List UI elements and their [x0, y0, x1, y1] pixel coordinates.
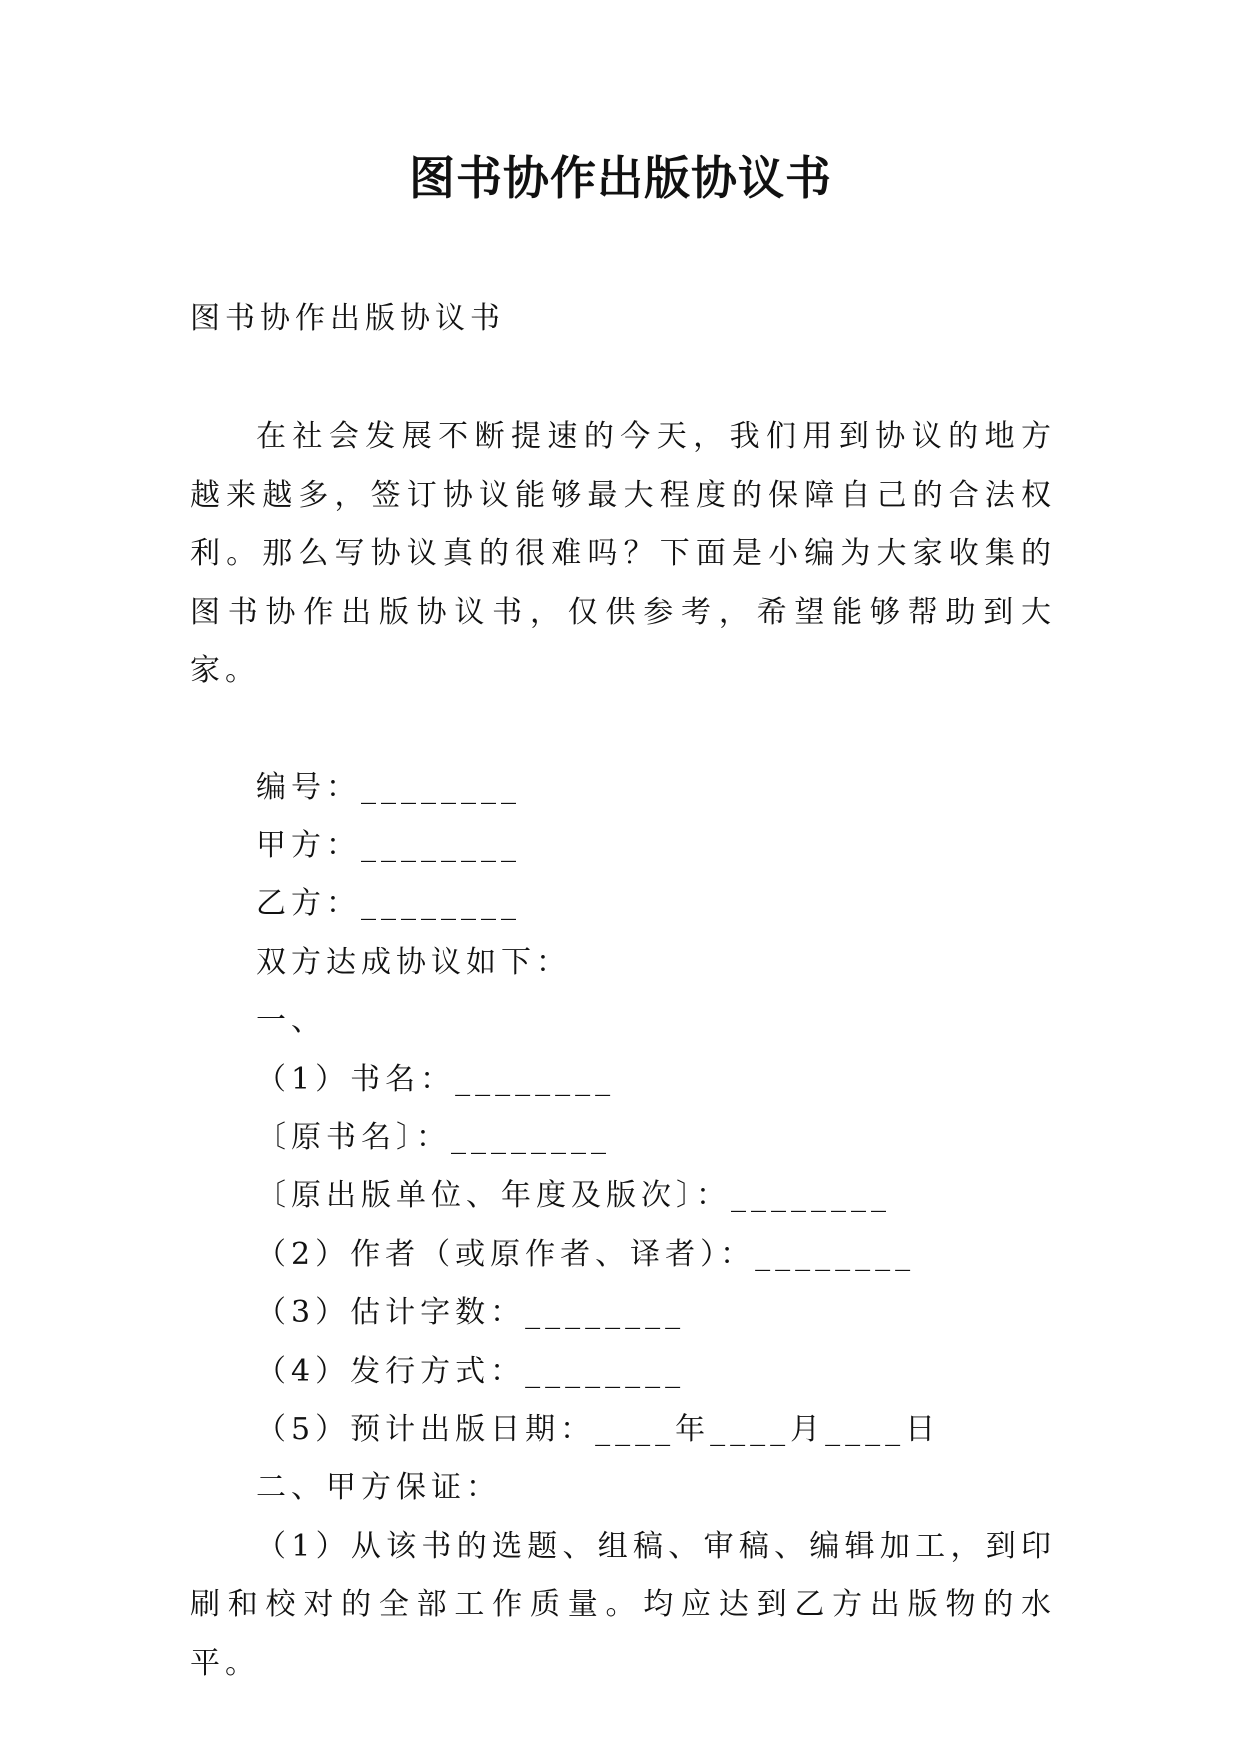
agreement-fields: [190, 759, 1056, 1518]
field-party-a: 甲方：________: [256, 827, 521, 863]
field-party-b: 乙方：________: [256, 886, 521, 922]
field-word-count: （3）估计字数：________: [256, 1295, 686, 1331]
document-body: [190, 290, 1056, 1693]
document-title: 图书协作出版协议书: [409, 151, 832, 205]
document-subtitle: 图书协作出版协议书: [190, 301, 505, 336]
clause-paragraph: （1）从该书的选题、组稿、审稿、编辑加工，到印刷和校对的全部工作质量。均应达到乙方出版物的水平。: [190, 1528, 1056, 1681]
field-author: （2）作者（或原作者、译者）：________: [256, 1236, 916, 1272]
agreement-lead-in: 双方达成协议如下：: [256, 944, 571, 980]
section-one-heading: 一、: [256, 1003, 326, 1039]
field-original-publisher: 〔原出版单位、年度及版次〕：________: [256, 1178, 891, 1214]
field-original-title: 〔原书名〕：________: [256, 1119, 611, 1155]
intro-paragraph: 在社会发展不断提速的今天，我们用到协议的地方越来越多，签订协议能够最大程度的保障自己的合法权利。那么写协议真的很难吗？下面是小编为大家收集的图书协作出版协议书，仅供参考，希望能够帮助到大家。: [190, 419, 1056, 688]
field-publish-date: （5）预计出版日期：____年____月____日: [256, 1411, 941, 1447]
section-two-heading: 二、甲方保证：: [256, 1470, 501, 1506]
field-number: 编号：________: [256, 769, 521, 805]
field-distribution: （4）发行方式：________: [256, 1353, 686, 1389]
field-book-title: （1）书名：________: [256, 1061, 616, 1097]
